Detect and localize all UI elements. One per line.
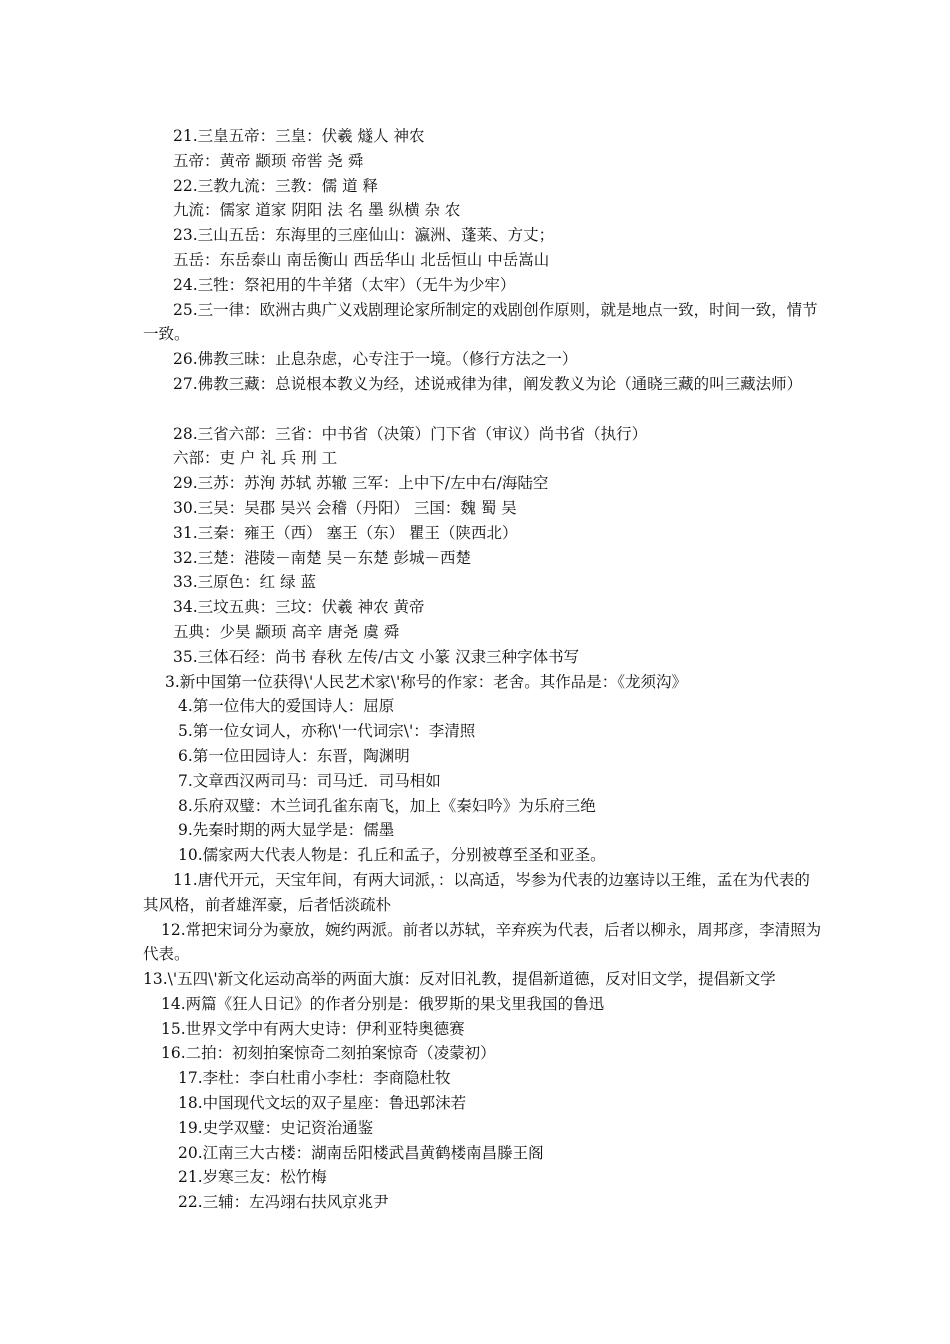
text-line: 32.三楚：港陵－南楚 吴－东楚 彭城－西楚: [173, 548, 472, 567]
text-line: 21.三皇五帝：三皇：伏羲 燧人 神农: [173, 127, 425, 145]
text-paragraph: 25.三一律：欧洲古典广义戏剧理论家所制定的戏剧创作原则，就是地点一致，时间一致，情节一致。: [143, 300, 818, 344]
text-line: 4.第一位伟大的爱国诗人：屈原: [178, 697, 395, 716]
text-paragraph: 11.唐代开元，天宝年间，有两大词派，：以高适，岑参为代表的边塞诗以王维，孟在为代表的其风格，前者雄浑豪，后者恬淡疏朴: [143, 870, 810, 914]
text-line: 21.岁寒三友：松竹梅: [178, 1168, 327, 1187]
text-line: 6.第一位田园诗人：东晋，陶渊明: [178, 746, 410, 765]
text-line: 22.三教九流：三教：儒 道 释: [173, 176, 379, 195]
text-line: 六部：吏 户 礼 兵 刑 工: [173, 449, 338, 468]
text-line: 五典：少昊 颛顼 高辛 唐尧 虞 舜: [173, 622, 400, 641]
document-body: [143, 124, 823, 1215]
text-line: 28.三省六部：三省：中书省（决策）门下省（审议）尚书省（执行）: [173, 424, 648, 443]
text-line: 9.先秦时期的两大显学是：儒墨: [178, 821, 395, 840]
text-line: 26.佛教三昧：止息杂虑，心专注于一境。（修行方法之一）: [173, 350, 578, 369]
text-line: 13.\'五四\'新文化运动高举的两面大旗：反对旧礼教，提倡新道德，反对旧文学，提倡新文学: [143, 970, 776, 989]
text-paragraph: 12.常把宋词分为豪放，婉约两派。前者以苏轼，辛弃疾为代表，后者以柳永，周邦彦，李清照为代表。: [143, 920, 822, 964]
text-line: 10.儒家两大代表人物是：孔丘和孟子，分别被尊至圣和亚圣。: [178, 846, 606, 865]
text-line: 九流：儒家 道家 阴阳 法 名 墨 纵横 杂 农: [173, 201, 461, 220]
text-line: 34.三坟五典：三坟：伏羲 神农 黄帝: [173, 598, 425, 617]
text-line: 31.三秦：雍王（西） 塞王（东） 瞿王（陕西北）: [173, 523, 518, 542]
text-line: 20.江南三大古楼：湖南岳阳楼武昌黄鹤楼南昌滕王阁: [178, 1143, 544, 1162]
text-line: 7.文章西汉两司马：司马迁．司马相如: [178, 771, 441, 790]
text-line: 23.三山五岳：东海里的三座仙山：瀛洲、蓬莱、方丈；: [173, 226, 555, 245]
text-line: 30.三吴：吴郡 吴兴 会稽（丹阳） 三国：魏 蜀 吴: [173, 498, 517, 517]
text-line: 19.史学双璧：史记资治通鉴: [178, 1118, 374, 1137]
text-line: 14.两篇《狂人日记》的作者分别是：俄罗斯的果戈里我国的鲁迅: [161, 994, 605, 1013]
text-line: 8.乐府双璧：木兰词孔雀东南飞，加上《秦妇吟》为乐府三绝: [178, 796, 596, 815]
text-line: 五帝：黄帝 颛顼 帝喾 尧 舜: [173, 151, 364, 170]
text-line: 24.三牲：祭祀用的牛羊猪（太牢）（无牛为少牢）: [173, 275, 516, 294]
text-line: 35.三体石经：尚书 春秋 左传/古文 小篆 汉隶三种字体书写: [173, 647, 580, 666]
text-line: 18.中国现代文坛的双子星座：鲁迅郭沫若: [178, 1094, 467, 1113]
text-line: 3.新中国第一位获得\'人民艺术家\'称号的作家：老舍。其作品是：《龙须沟》: [165, 672, 688, 691]
text-line: 22.三辅：左冯翊右扶风京兆尹: [178, 1193, 389, 1212]
text-line: 五岳：东岳泰山 南岳衡山 西岳华山 北岳恒山 中岳嵩山: [173, 250, 550, 269]
text-line: 33.三原色：红 绿 蓝: [173, 573, 317, 592]
text-line: 17.李杜：李白杜甫小李杜：李商隐杜牧: [178, 1069, 451, 1088]
text-paragraph: 27.佛教三藏：总说根本教义为经，述说戒律为律，阐发教义为论（通晓三藏的叫三藏法师）: [173, 374, 803, 393]
text-line: 29.三苏：苏洵 苏轼 苏辙 三军：上中下/左中右/海陆空: [173, 474, 549, 493]
text-line: 15.世界文学中有两大史诗：伊利亚特奥德赛: [161, 1019, 465, 1038]
text-line: 16.二拍：初刻拍案惊奇二刻拍案惊奇（凌蒙初）: [161, 1044, 496, 1063]
text-line: 5.第一位女词人，亦称\'一代词宗\'：李清照: [178, 722, 476, 741]
